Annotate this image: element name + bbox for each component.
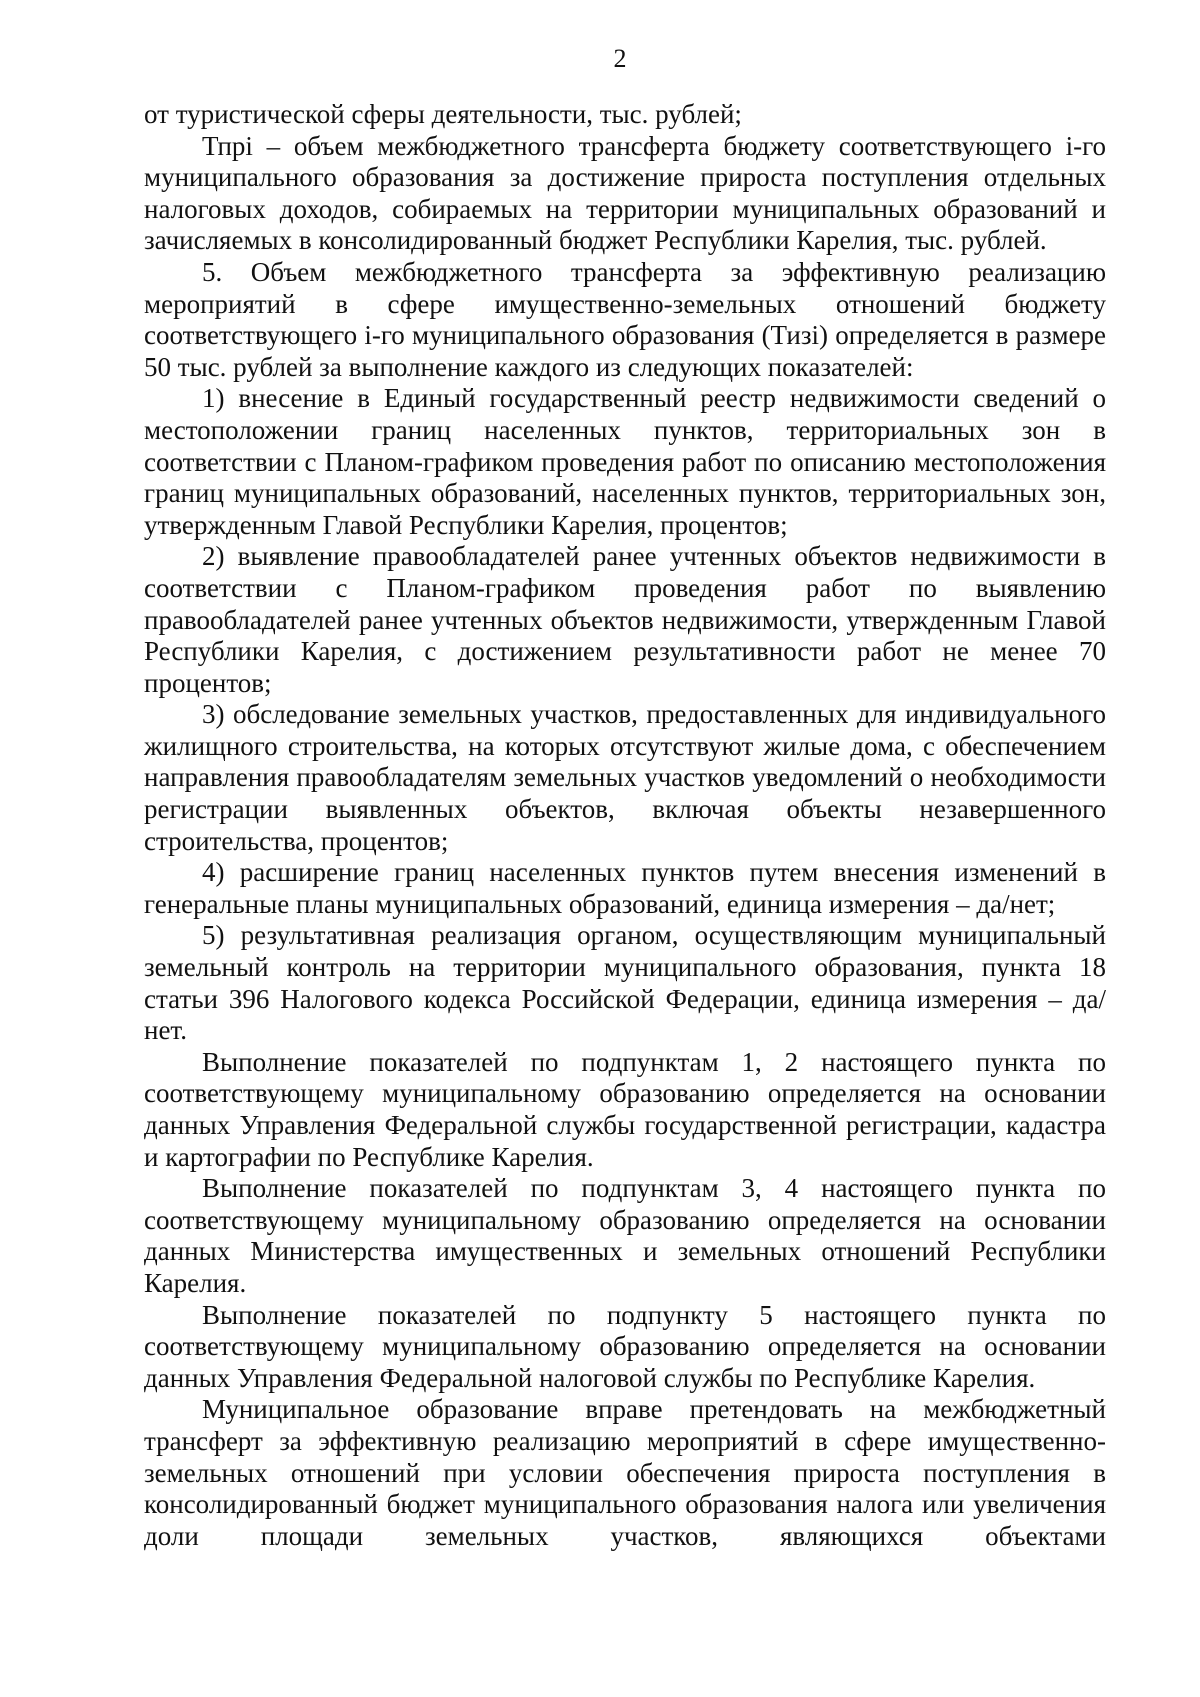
paragraph-source-5: Выполнение показателей по подпункту 5 настоящего пункта по соответствующему муниципальному образованию определяется на основании данных Управления Федеральной налоговой службы по Республике Карелия.	[144, 1299, 1106, 1393]
paragraph-source-3-4: Выполнение показателей по подпунктам 3, 4 настоящего пункта по соответствующему муниципальному образованию определяется на основании данных Министерства имущественных и земельных отношений Республики Карелия.	[144, 1173, 1106, 1298]
paragraph-tpri-definition: Тпрі – объем межбюджетного трансферта бюджету соответствующего і-го муниципального образования за достижение прироста поступления отдельных налоговых доходов, собираемых на территории муниципальных образований и зачисляемых в консолидированный бюджет Республики Карелия, тыс. рублей.	[144, 130, 1106, 256]
paragraph-continuation: от туристической сферы деятельности, тыс. рублей;	[144, 99, 742, 129]
paragraph-eligibility: Муниципальное образование вправе претендовать на межбюджетный трансферт за эффективную реализацию мероприятий в сфере имущественно-земельных отношений при условии обеспечения прироста поступления в консолидированный бюджет муниципального образования налога или увеличения доли площади земельных участков, являющихся объектами	[144, 1394, 1106, 1551]
paragraph-indicator-3: 3) обследование земельных участков, предоставленных для индивидуального жилищного строительства, на которых отсутствуют жилые дома, с обеспечением направления правообладателям земельных участков уведомлений о необходимости регистрации выявленных объектов, включая объекты незавершенного строительства, процентов;	[144, 699, 1106, 856]
document-body	[144, 99, 1106, 1552]
paragraph-source-1-2: Выполнение показателей по подпунктам 1, 2 настоящего пункта по соответствующему муниципальному образованию определяется на основании данных Управления Федеральной службы государственной регистрации, кадастра и картографии по Республике Карелия.	[144, 1046, 1106, 1172]
page-number: 2	[613, 44, 627, 73]
paragraph-indicator-1: 1) внесение в Единый государственный реестр недвижимости сведений о местоположении границ населенных пунктов, территориальных зон в соответствии с Планом-графиком проведения работ по описанию местоположения границ муниципальных образований, населенных пунктов, территориальных зон, утвержденным Главой Республики Карелия, процентов;	[144, 383, 1106, 540]
paragraph-item-5: 5. Объем межбюджетного трансферта за эффективную реализацию мероприятий в сфере имущественно-земельных отношений бюджету соответствующего і-го муниципального образования (Тизі) определяется в размере 50 тыс. рублей за выполнение каждого из следующих показателей:	[144, 256, 1106, 382]
paragraph-indicator-5: 5) результативная реализация органом, осуществляющим муниципальный земельный контроль на территории муниципального образования, пункта 18 статьи 396 Налогового кодекса Российской Федерации, единица измерения – да/нет.	[144, 920, 1106, 1046]
paragraph-indicator-4: 4) расширение границ населенных пунктов путем внесения изменений в генеральные планы муниципальных образований, единица измерения – да/нет;	[144, 857, 1106, 919]
paragraph-indicator-2: 2) выявление правообладателей ранее учтенных объектов недвижимости в соответствии с Планом-графиком проведения работ по выявлению правообладателей ранее учтенных объектов недвижимости, утвержденным Главой Республики Карелия, с достижением результативности работ не менее 70 процентов;	[144, 541, 1106, 698]
